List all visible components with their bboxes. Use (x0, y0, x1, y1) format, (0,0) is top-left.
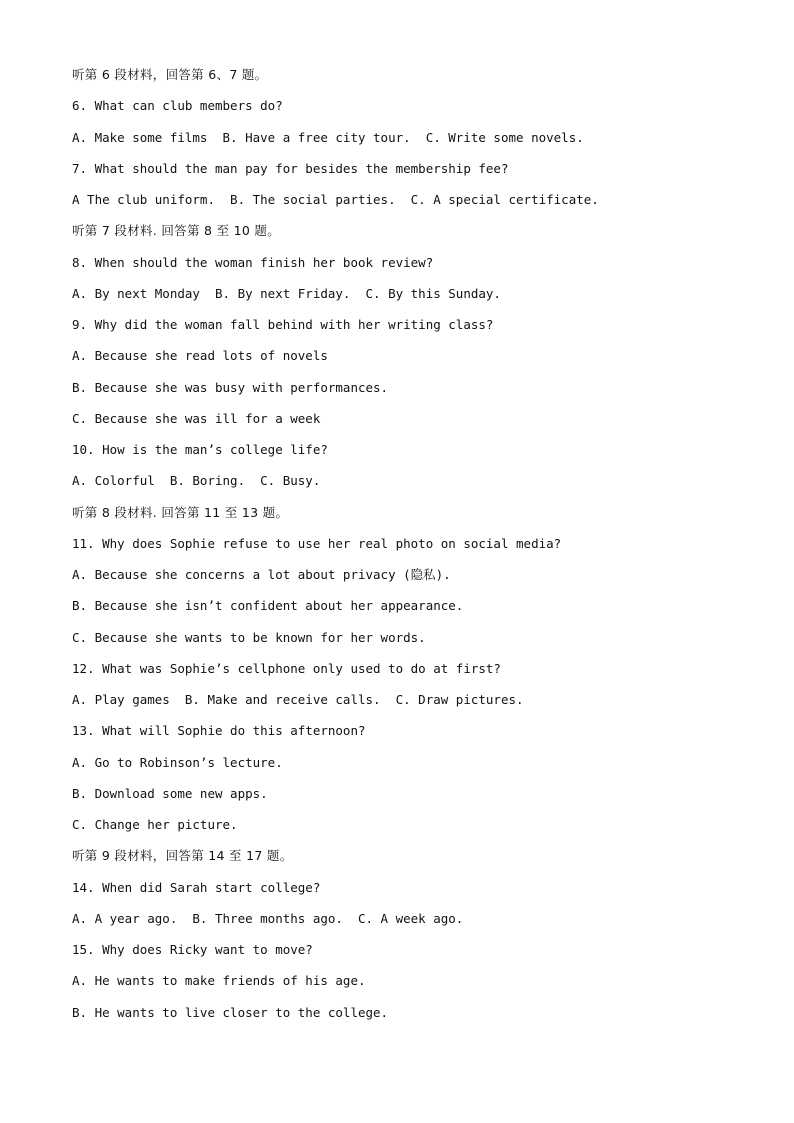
section-heading-9: 听第 9 段材料，回答第 14 至 17 题。 (72, 848, 293, 864)
question-15: 15. Why does Ricky want to move? (72, 942, 313, 957)
options-12: A. Play games B. Make and receive calls. C. Draw pictures. (72, 692, 524, 707)
options-8: A. By next Monday B. By next Friday. C. By this Sunday. (72, 285, 501, 301)
option-15a: A. He wants to make friends of his age. (72, 973, 366, 989)
options-10: A. Colorful B. Boring. C. Busy. (72, 473, 321, 489)
question-12: 12. What was Sophie’s cellphone only used to do at first? (72, 660, 501, 676)
question-8: 8. When should the woman finish her book review? (72, 254, 434, 270)
question-14: 14. When did Sarah start college? (72, 879, 321, 895)
option-13c: C. Change her picture. (72, 817, 238, 832)
options-6: A. Make some films B. Have a free city tour. C. Write some novels. (72, 129, 584, 145)
question-7: 7. What should the man pay for besides the membership fee? (72, 160, 509, 176)
option-11b: B. Because she isn’t confident about her appearance. (72, 598, 464, 614)
options-14: A. A year ago. B. Three months ago. C. A week ago. (72, 910, 464, 926)
options-7: A The club uniform. B. The social parties. C. A special certificate. (72, 192, 599, 207)
question-10: 10. How is the man’s college life? (72, 442, 328, 457)
section-heading-7: 听第 7 段材料. 回答第 8 至 10 题。 (72, 223, 280, 239)
option-11c: C. Because she wants to be known for her words. (72, 629, 426, 645)
question-text-block (72, 66, 762, 1035)
option-11a: A. Because she concerns a lot about privacy (隐私). (72, 567, 451, 582)
option-9c: C. Because she was ill for a week (72, 410, 321, 426)
question-11: 11. Why does Sophie refuse to use her real photo on social media? (72, 535, 562, 551)
question-9: 9. Why did the woman fall behind with her writing class? (72, 317, 494, 332)
question-6: 6. What can club members do? (72, 98, 283, 114)
section-heading-6: 听第 6 段材料，回答第 6、7 题。 (72, 67, 268, 82)
option-13b: B. Download some new apps. (72, 785, 268, 801)
option-9b: B. Because she was busy with performances. (72, 379, 389, 395)
section-heading-8: 听第 8 段材料. 回答第 11 至 13 题。 (72, 504, 289, 520)
option-13a: A. Go to Robinson’s lecture. (72, 754, 283, 770)
option-9a: A. Because she read lots of novels (72, 348, 328, 364)
option-15b: B. He wants to live closer to the college. (72, 1004, 389, 1020)
question-13: 13. What will Sophie do this afternoon? (72, 723, 366, 739)
